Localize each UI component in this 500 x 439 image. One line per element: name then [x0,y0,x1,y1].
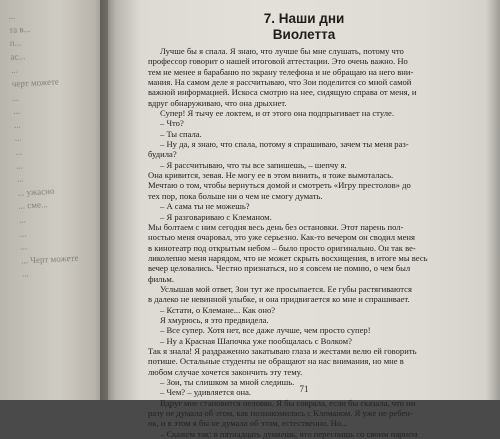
text-line: Я хмурюсь, я это предвидела. [160,314,269,325]
text-line: – А сама ты не можешь? [160,201,250,212]
text-line: любом случае хочется закончить эту тему. [148,366,303,377]
text-line: ликолепно меня нарядом, что не может скрыть восхищения, в итоге мы весь [148,252,428,263]
text-line: мания. На самом деле я рассчитываю, что Зои поделится со мной самой [148,77,412,88]
left-text-line: ... [13,105,21,117]
left-text-line: ... [15,146,23,157]
left-text-line: ... [20,241,28,252]
text-line: тем не менее я барабаню по экрану телефона и не обращаю на него вни- [148,66,414,77]
text-line: Вдруг мне становится неловко. Я бы соврала, если бы сказала, что ни [160,397,416,408]
left-text-line: п... [9,37,22,49]
text-line: разу не думала об этом, как познакомилась с Клеманом. Я уже не ребен- [148,408,413,419]
left-text-line: ... [12,92,20,103]
body-text [148,46,466,439]
text-line: – Что? [160,118,184,129]
text-line: Так я знала! Я раздраженно закатываю глаза и жестами велю ей говорить [148,345,417,356]
left-text-line: ... [18,214,26,225]
page-number: 71 [299,384,309,394]
text-line: Супер! Я тычу ее локтем, и от этого она подпрыгивает на стуле. [160,108,394,119]
left-text-line: ... Черт можете [20,252,79,266]
left-text-line: ... [16,173,24,184]
text-line: тех пор, пока больше ни о чем не смогу думать. [148,190,323,201]
left-text-line: ... [19,227,27,239]
left-text-line: черт можете [11,76,60,89]
text-line: – Зои, ты слишком за мной следишь. [160,377,295,387]
left-text-line: ... [21,268,29,279]
left-text-line: ... [15,159,24,171]
text-line: вечер целовались. Честно признаться, но я совсем не помню, о чем был [148,263,411,274]
left-text-line: ... [13,119,22,130]
left-text-line: ас... [10,50,26,62]
left-page-edge [0,0,108,400]
text-line: потише. Остальные студенты не обращают на нас внимания, но мне в [148,356,404,367]
text-line: будила? [148,149,177,160]
text-line: – Я рассчитываю, что ты все запишешь, – шепчу я. [160,159,347,170]
text-line: ок, и в этом я бы не думала об этом, естественно. Но... [148,418,348,429]
left-text-line: ... ужасно [17,185,55,198]
text-line: важной информацией. Искоса смотрю на нее, сидящую справа от меня, и [148,87,417,98]
right-page [108,0,500,439]
text-line: в далеко не невинной улыбке, и она придвигается ко мне и спрашивает. [148,294,410,305]
text-line: в кинотеатр под открытым небом – было просто оригинально. Он так ве- [148,242,416,253]
text-line: ностью меня очаровал, это уже серьезно. Как-то вечером он сводил меня [148,232,415,243]
left-text-line: ... [14,132,22,144]
text-line: – Кстати, о Клемане... Как оно? [160,304,276,315]
chapter-title: 7. Наши дни [263,11,345,26]
text-line: Лучше бы я спала. Я знаю, что лучше бы мне слушать, потому что [160,46,404,56]
text-line: – Чем? – удивляется она. [160,387,252,398]
left-text-line: та в... [8,23,31,35]
left-text-line: ... [8,10,16,21]
text-line: Мечтаю о том, чтобы вернуться домой и смотреть «Игру престолов» до [148,180,411,191]
text-line: – Ты спала. [160,128,202,139]
text-line: Мы болтаем с ним сегодня весь день без остановки. Этот парень пол- [148,221,404,232]
text-line: вдруг обнаруживаю, что она дрыхнет. [148,97,287,108]
left-text-line: ... сме... [18,199,48,212]
text-line: Она кривится, зевая. Не могу ее в этом винить, я тоже вымоталась. [148,170,394,181]
left-text-line: ... [10,64,19,76]
text-line: – Ну да, я знаю, что спала, потому я спрашиваю, зачем ты меня раз- [160,139,409,150]
text-line: – Скажем так: в пятнадцать думаешь, что переспишь со своим парнем [160,428,418,439]
text-line: фильм. [148,273,174,284]
text-line: – Ну а Красная Шапочка уже пообщалась с Волком? [160,335,352,346]
text-line: профессор говорит о нашей итоговой аттестации. Это очень важно. Но [148,56,408,67]
text-line: – Я разговариваю с Клеманом. [160,211,272,222]
text-line: – Все супер. Хотя нет, все даже лучше, чем просто супер! [160,325,371,336]
chapter-subtitle: Виолетта [272,27,336,42]
text-line: Услышав мой ответ, Зои тут же просыпается. Ее губы растягиваются [160,283,412,294]
